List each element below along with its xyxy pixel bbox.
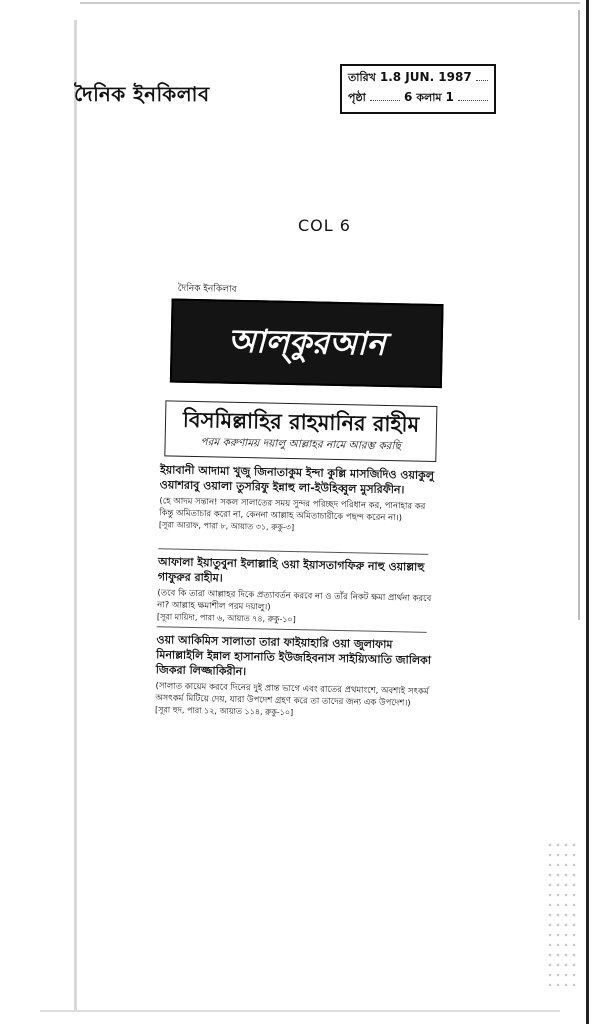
column-mark: COL 6 [298, 216, 351, 235]
verse-reference: [সূরা মায়িদা, পারা ৬, আয়াত ৭৪, রুকু-১০] [156, 612, 296, 625]
verse-translation: (হে আদম সন্তান! সকল সালাতের সময় সুন্দর পরিচ্ছদ পরিধান কর, পানাহার কর কিন্তু অমিতাচার করো না, কেননা আল্লাহ অমিতাচারীকে পছন্দ করেন না।) [159, 496, 426, 524]
verse-block [159, 462, 436, 536]
stamp-page-value: 6 [403, 90, 413, 104]
verse-reference: [সূরা হুদ, পারা ১২, আয়াত ১১৪, রুকু-১০] [154, 705, 294, 718]
archive-stamp [340, 64, 496, 114]
bismillah-text: বিসমিল্লাহির রাহমানির রাহীম [182, 406, 420, 437]
verse-translation: (সালাত কায়েম করবে দিনের দুই প্রান্ত ভাগে এবং রাতের প্রথমাংশে, অবশ্যই সৎকর্ম অসৎকর্ম মিটিয়ে দেয়, যারা উপদেশ গ্রহণ করে তা তাদের জন্য এক উপদেশ।) [155, 681, 429, 709]
stamp-page-label: পৃষ্ঠা [348, 91, 366, 104]
stamp-dotted-line [458, 100, 488, 101]
verse-transliteration: ওয়া আকিমিস সালাতা তারা ফাইয়াহারি ওয়া জুলাফাম মিনাল্লাইলি ইন্নাল হাসানাতি ইউজহিবনাস সাইয়্যিআতি জালিকা জিকরা লিজ্জাকিরীন। [155, 633, 432, 679]
stamp-date-row [348, 69, 488, 89]
clipping-source: দৈনিক ইনকিলাব [177, 283, 237, 295]
left-margin-line [74, 20, 77, 1010]
bottom-edge-line [40, 1010, 560, 1012]
verse-divider [158, 548, 428, 555]
bismillah-meaning: পরম করুণাময় দয়ালু আল্লাহর নামে আরম্ভ করছি [200, 436, 401, 453]
verse-reference: [সূরা আরাফ, পারা ৮, আয়াত ৩১, রুকু-৩] [158, 520, 295, 533]
newspaper-name: দৈনিক ইনকিলাব [74, 82, 210, 106]
bismillah-box [164, 400, 437, 462]
binding-holes [546, 840, 580, 990]
clipping-title: আল্‌কুরআন [227, 321, 386, 363]
right-page-edge [586, 0, 589, 1024]
verse-block [157, 554, 434, 628]
stamp-date-label: তারিখ [348, 71, 376, 84]
stamp-page-row [348, 89, 488, 109]
verse-transliteration: আফালা ইয়াতুবুনা ইলাল্লাহি ওয়া ইয়াসতাগফিরু নাহু ওয়াল্লাহু গাফুরুর রাহীম। [157, 555, 425, 585]
stamp-dotted-line [476, 80, 488, 81]
stamp-column-value: 1 [445, 90, 454, 104]
newspaper-clipping [141, 280, 446, 736]
verse-block [155, 632, 433, 721]
verse-transliteration: ইয়াবানী আদামা খুজু জিনাতাকুম ইন্দা কুল্লি মাসজিদিও ওয়াকুলু ওয়াশরাবু ওয়ালা তুসরিফু ইন্নাহু লা-ইউহিব্বুল মুসরিফীন। [159, 463, 435, 497]
stamp-column-label: কলাম [416, 91, 442, 104]
verse-divider [157, 626, 427, 633]
title-banner [170, 298, 444, 388]
stamp-dotted-line [370, 100, 400, 101]
stamp-date-value: 1.8 JUN. 1987 [379, 70, 472, 84]
page-fold-line [578, 10, 580, 620]
top-edge-line [80, 2, 580, 4]
verse-translation: (তবে কি তারা আল্লাহর দিকে প্রত্যাবর্তন করবে না ও তাঁর নিকট ক্ষমা প্রার্থনা করবে না? আল্লাহ ক্ষমাশীল পরম দয়ালু।) [157, 588, 432, 613]
